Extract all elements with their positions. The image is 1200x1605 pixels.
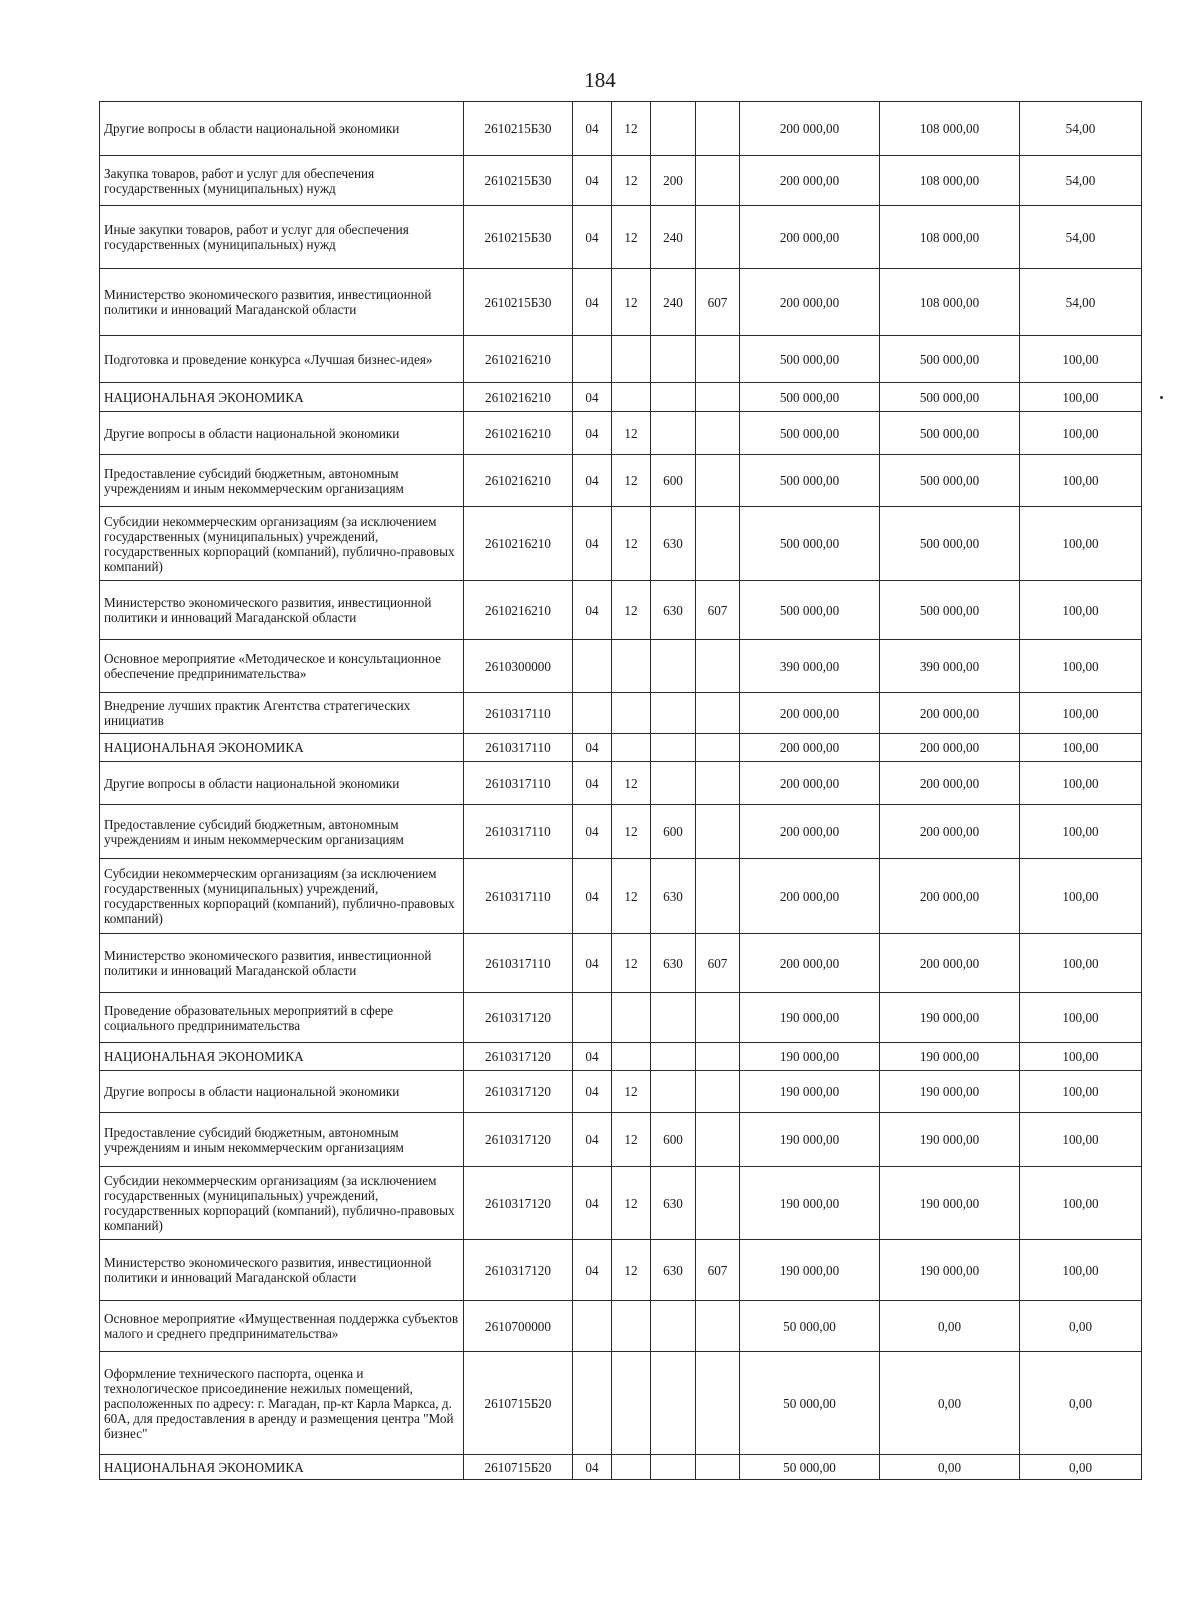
table-row [100, 507, 1142, 581]
section-code: 04 [573, 1043, 612, 1071]
expense-type-code: 630 [651, 859, 696, 934]
actual-amount: 190 000,00 [880, 1113, 1020, 1167]
actual-amount: 390 000,00 [880, 640, 1020, 693]
section-code [573, 693, 612, 734]
admin-code [696, 336, 740, 383]
planned-amount: 50 000,00 [740, 1352, 880, 1455]
planned-amount: 200 000,00 [740, 693, 880, 734]
section-code: 04 [573, 383, 612, 412]
section-code: 04 [573, 507, 612, 581]
table-row [100, 640, 1142, 693]
table-row [100, 102, 1142, 156]
actual-amount: 190 000,00 [880, 1071, 1020, 1113]
actual-amount: 500 000,00 [880, 383, 1020, 412]
expense-type-code [651, 412, 696, 455]
planned-amount: 190 000,00 [740, 993, 880, 1043]
subsection-code: 12 [612, 269, 651, 336]
target-code: 2610216210 [464, 412, 573, 455]
expense-type-code [651, 1043, 696, 1071]
admin-code [696, 762, 740, 805]
admin-code [696, 993, 740, 1043]
row-name: Проведение образовательных мероприятий в сфере социального предпринимательства [100, 993, 464, 1043]
subsection-code: 12 [612, 1113, 651, 1167]
execution-percent: 0,00 [1020, 1301, 1142, 1352]
actual-amount: 108 000,00 [880, 156, 1020, 206]
subsection-code [612, 1043, 651, 1071]
target-code: 2610317120 [464, 1071, 573, 1113]
actual-amount: 500 000,00 [880, 581, 1020, 640]
target-code: 2610215Б30 [464, 156, 573, 206]
row-name: Предоставление субсидий бюджетным, автономным учреждениям и иным некоммерческим организациям [100, 455, 464, 507]
row-name: Министерство экономического развития, инвестиционной политики и инноваций Магаданской области [100, 269, 464, 336]
subsection-code: 12 [612, 1240, 651, 1301]
section-code: 04 [573, 269, 612, 336]
expense-type-code: 600 [651, 1113, 696, 1167]
planned-amount: 190 000,00 [740, 1113, 880, 1167]
row-name: Оформление технического паспорта, оценка и технологическое присоединение нежилых помещений, расположенных по адресу: г. Магадан, пр-кт Карла Маркса, д. 60А, для предоставления в аренду и размещения центра "Мой бизнес" [100, 1352, 464, 1455]
execution-percent: 100,00 [1020, 1043, 1142, 1071]
table-body [100, 102, 1142, 1480]
admin-code [696, 1043, 740, 1071]
subsection-code: 12 [612, 507, 651, 581]
target-code: 2610216210 [464, 383, 573, 412]
execution-percent: 100,00 [1020, 581, 1142, 640]
row-name: Другие вопросы в области национальной экономики [100, 1071, 464, 1113]
table-row [100, 859, 1142, 934]
section-code: 04 [573, 455, 612, 507]
subsection-code: 12 [612, 934, 651, 993]
execution-percent: 100,00 [1020, 507, 1142, 581]
planned-amount: 200 000,00 [740, 859, 880, 934]
section-code: 04 [573, 1167, 612, 1240]
target-code: 2610317120 [464, 1240, 573, 1301]
expense-type-code: 200 [651, 156, 696, 206]
execution-percent: 100,00 [1020, 934, 1142, 993]
execution-percent: 100,00 [1020, 693, 1142, 734]
expense-type-code [651, 1352, 696, 1455]
admin-code: 607 [696, 269, 740, 336]
subsection-code: 12 [612, 206, 651, 269]
target-code: 2610317110 [464, 934, 573, 993]
admin-code [696, 383, 740, 412]
row-name: Другие вопросы в области национальной экономики [100, 762, 464, 805]
execution-percent: 100,00 [1020, 640, 1142, 693]
execution-percent: 100,00 [1020, 412, 1142, 455]
execution-percent: 100,00 [1020, 1071, 1142, 1113]
actual-amount: 200 000,00 [880, 734, 1020, 762]
section-code: 04 [573, 1071, 612, 1113]
target-code: 2610317120 [464, 1167, 573, 1240]
actual-amount: 500 000,00 [880, 336, 1020, 383]
expense-type-code: 630 [651, 1240, 696, 1301]
actual-amount: 200 000,00 [880, 934, 1020, 993]
section-code: 04 [573, 805, 612, 859]
section-code [573, 1352, 612, 1455]
admin-code: 607 [696, 1240, 740, 1301]
admin-code [696, 1113, 740, 1167]
execution-percent: 54,00 [1020, 269, 1142, 336]
actual-amount: 108 000,00 [880, 206, 1020, 269]
target-code: 2610317110 [464, 734, 573, 762]
expense-type-code: 240 [651, 269, 696, 336]
target-code: 2610216210 [464, 581, 573, 640]
expense-type-code [651, 102, 696, 156]
table-row [100, 934, 1142, 993]
row-name: Закупка товаров, работ и услуг для обеспечения государственных (муниципальных) нужд [100, 156, 464, 206]
planned-amount: 500 000,00 [740, 412, 880, 455]
expense-type-code [651, 383, 696, 412]
section-code: 04 [573, 1240, 612, 1301]
subsection-code: 12 [612, 762, 651, 805]
target-code: 2610216210 [464, 455, 573, 507]
table-row [100, 762, 1142, 805]
subsection-code: 12 [612, 805, 651, 859]
target-code: 2610715Б20 [464, 1352, 573, 1455]
target-code: 2610215Б30 [464, 102, 573, 156]
admin-code [696, 156, 740, 206]
table-row [100, 1352, 1142, 1455]
target-code: 2610715Б20 [464, 1455, 573, 1480]
section-code [573, 993, 612, 1043]
row-name: Субсидии некоммерческим организациям (за исключением государственных (муниципальных) учреждений, государственных корпораций (компаний), публично-правовых компаний) [100, 507, 464, 581]
expense-type-code [651, 1071, 696, 1113]
admin-code [696, 805, 740, 859]
subsection-code: 12 [612, 859, 651, 934]
expense-type-code: 600 [651, 805, 696, 859]
section-code [573, 336, 612, 383]
expense-type-code [651, 993, 696, 1043]
row-name: Министерство экономического развития, инвестиционной политики и инноваций Магаданской области [100, 581, 464, 640]
row-name: Субсидии некоммерческим организациям (за исключением государственных (муниципальных) учреждений, государственных корпораций (компаний), публично-правовых компаний) [100, 1167, 464, 1240]
admin-code [696, 1167, 740, 1240]
target-code: 2610700000 [464, 1301, 573, 1352]
target-code: 2610317110 [464, 693, 573, 734]
row-name: НАЦИОНАЛЬНАЯ ЭКОНОМИКА [100, 734, 464, 762]
execution-percent: 54,00 [1020, 206, 1142, 269]
row-name: Другие вопросы в области национальной экономики [100, 412, 464, 455]
admin-code [696, 102, 740, 156]
subsection-code [612, 993, 651, 1043]
planned-amount: 200 000,00 [740, 102, 880, 156]
section-code: 04 [573, 734, 612, 762]
scan-speck [1160, 396, 1163, 399]
row-name: НАЦИОНАЛЬНАЯ ЭКОНОМИКА [100, 1043, 464, 1071]
execution-percent: 100,00 [1020, 734, 1142, 762]
planned-amount: 200 000,00 [740, 269, 880, 336]
subsection-code [612, 640, 651, 693]
row-name: НАЦИОНАЛЬНАЯ ЭКОНОМИКА [100, 1455, 464, 1480]
target-code: 2610215Б30 [464, 269, 573, 336]
execution-percent: 100,00 [1020, 859, 1142, 934]
subsection-code: 12 [612, 412, 651, 455]
section-code: 04 [573, 859, 612, 934]
planned-amount: 500 000,00 [740, 383, 880, 412]
target-code: 2610317120 [464, 993, 573, 1043]
subsection-code [612, 1455, 651, 1480]
admin-code [696, 1455, 740, 1480]
execution-percent: 100,00 [1020, 1240, 1142, 1301]
table-row [100, 734, 1142, 762]
admin-code [696, 693, 740, 734]
planned-amount: 200 000,00 [740, 934, 880, 993]
execution-percent: 0,00 [1020, 1352, 1142, 1455]
target-code: 2610317110 [464, 859, 573, 934]
table-row [100, 269, 1142, 336]
admin-code [696, 206, 740, 269]
subsection-code: 12 [612, 455, 651, 507]
target-code: 2610317110 [464, 762, 573, 805]
expense-type-code: 630 [651, 1167, 696, 1240]
page-number: 184 [584, 68, 616, 92]
execution-percent: 0,00 [1020, 1455, 1142, 1480]
section-code: 04 [573, 102, 612, 156]
section-code [573, 1301, 612, 1352]
table-row [100, 455, 1142, 507]
actual-amount: 190 000,00 [880, 993, 1020, 1043]
table-row [100, 1071, 1142, 1113]
admin-code: 607 [696, 934, 740, 993]
expense-type-code [651, 762, 696, 805]
actual-amount: 500 000,00 [880, 507, 1020, 581]
actual-amount: 500 000,00 [880, 412, 1020, 455]
planned-amount: 500 000,00 [740, 455, 880, 507]
budget-table [99, 101, 1142, 1480]
subsection-code [612, 336, 651, 383]
actual-amount: 108 000,00 [880, 102, 1020, 156]
target-code: 2610216210 [464, 507, 573, 581]
subsection-code [612, 383, 651, 412]
section-code: 04 [573, 581, 612, 640]
execution-percent: 100,00 [1020, 762, 1142, 805]
planned-amount: 200 000,00 [740, 762, 880, 805]
planned-amount: 200 000,00 [740, 734, 880, 762]
admin-code [696, 1071, 740, 1113]
planned-amount: 190 000,00 [740, 1167, 880, 1240]
expense-type-code: 630 [651, 507, 696, 581]
planned-amount: 190 000,00 [740, 1071, 880, 1113]
planned-amount: 200 000,00 [740, 805, 880, 859]
expense-type-code: 600 [651, 455, 696, 507]
expense-type-code [651, 336, 696, 383]
table-row [100, 1113, 1142, 1167]
actual-amount: 190 000,00 [880, 1167, 1020, 1240]
row-name: НАЦИОНАЛЬНАЯ ЭКОНОМИКА [100, 383, 464, 412]
target-code: 2610317120 [464, 1043, 573, 1071]
actual-amount: 108 000,00 [880, 269, 1020, 336]
expense-type-code [651, 734, 696, 762]
planned-amount: 390 000,00 [740, 640, 880, 693]
expense-type-code [651, 693, 696, 734]
row-name: Предоставление субсидий бюджетным, автономным учреждениям и иным некоммерческим организациям [100, 805, 464, 859]
planned-amount: 50 000,00 [740, 1455, 880, 1480]
admin-code [696, 734, 740, 762]
admin-code [696, 1301, 740, 1352]
table-row [100, 336, 1142, 383]
subsection-code: 12 [612, 1167, 651, 1240]
table-row [100, 693, 1142, 734]
actual-amount: 190 000,00 [880, 1043, 1020, 1071]
execution-percent: 54,00 [1020, 156, 1142, 206]
subsection-code: 12 [612, 102, 651, 156]
planned-amount: 200 000,00 [740, 206, 880, 269]
table-row [100, 805, 1142, 859]
target-code: 2610317110 [464, 805, 573, 859]
table-row [100, 412, 1142, 455]
table-row [100, 1043, 1142, 1071]
actual-amount: 0,00 [880, 1455, 1020, 1480]
table-row [100, 1301, 1142, 1352]
target-code: 2610300000 [464, 640, 573, 693]
table-row [100, 1455, 1142, 1480]
table-row [100, 206, 1142, 269]
planned-amount: 500 000,00 [740, 581, 880, 640]
table-row [100, 383, 1142, 412]
section-code: 04 [573, 1455, 612, 1480]
planned-amount: 500 000,00 [740, 507, 880, 581]
table-row [100, 156, 1142, 206]
row-name: Основное мероприятие «Методическое и консультационное обеспечение предпринимательства» [100, 640, 464, 693]
row-name: Министерство экономического развития, инвестиционной политики и инноваций Магаданской области [100, 1240, 464, 1301]
target-code: 2610216210 [464, 336, 573, 383]
admin-code [696, 859, 740, 934]
execution-percent: 100,00 [1020, 383, 1142, 412]
admin-code [696, 507, 740, 581]
row-name: Иные закупки товаров, работ и услуг для обеспечения государственных (муниципальных) нужд [100, 206, 464, 269]
execution-percent: 100,00 [1020, 455, 1142, 507]
expense-type-code: 630 [651, 934, 696, 993]
execution-percent: 100,00 [1020, 336, 1142, 383]
actual-amount: 200 000,00 [880, 805, 1020, 859]
planned-amount: 190 000,00 [740, 1043, 880, 1071]
expense-type-code: 240 [651, 206, 696, 269]
planned-amount: 50 000,00 [740, 1301, 880, 1352]
execution-percent: 100,00 [1020, 805, 1142, 859]
row-name: Подготовка и проведение конкурса «Лучшая бизнес-идея» [100, 336, 464, 383]
actual-amount: 0,00 [880, 1301, 1020, 1352]
execution-percent: 54,00 [1020, 102, 1142, 156]
row-name: Основное мероприятие «Имущественная поддержка субъектов малого и среднего предпринимательства» [100, 1301, 464, 1352]
subsection-code [612, 1352, 651, 1455]
subsection-code: 12 [612, 1071, 651, 1113]
admin-code [696, 640, 740, 693]
admin-code: 607 [696, 581, 740, 640]
table-row [100, 993, 1142, 1043]
row-name: Министерство экономического развития, инвестиционной политики и инноваций Магаданской области [100, 934, 464, 993]
expense-type-code: 630 [651, 581, 696, 640]
section-code: 04 [573, 206, 612, 269]
subsection-code [612, 1301, 651, 1352]
row-name: Предоставление субсидий бюджетным, автономным учреждениям и иным некоммерческим организациям [100, 1113, 464, 1167]
planned-amount: 500 000,00 [740, 336, 880, 383]
actual-amount: 500 000,00 [880, 455, 1020, 507]
section-code: 04 [573, 1113, 612, 1167]
section-code: 04 [573, 156, 612, 206]
table-row [100, 581, 1142, 640]
expense-type-code [651, 640, 696, 693]
admin-code [696, 412, 740, 455]
execution-percent: 100,00 [1020, 1113, 1142, 1167]
row-name: Внедрение лучших практик Агентства стратегических инициатив [100, 693, 464, 734]
planned-amount: 200 000,00 [740, 156, 880, 206]
admin-code [696, 455, 740, 507]
execution-percent: 100,00 [1020, 1167, 1142, 1240]
subsection-code: 12 [612, 156, 651, 206]
execution-percent: 100,00 [1020, 993, 1142, 1043]
actual-amount: 200 000,00 [880, 859, 1020, 934]
target-code: 2610317120 [464, 1113, 573, 1167]
row-name: Другие вопросы в области национальной экономики [100, 102, 464, 156]
subsection-code: 12 [612, 581, 651, 640]
target-code: 2610215Б30 [464, 206, 573, 269]
table-row [100, 1240, 1142, 1301]
actual-amount: 190 000,00 [880, 1240, 1020, 1301]
section-code: 04 [573, 412, 612, 455]
section-code: 04 [573, 934, 612, 993]
row-name: Субсидии некоммерческим организациям (за исключением государственных (муниципальных) учреждений, государственных корпораций (компаний), публично-правовых компаний) [100, 859, 464, 934]
admin-code [696, 1352, 740, 1455]
subsection-code [612, 693, 651, 734]
actual-amount: 200 000,00 [880, 693, 1020, 734]
section-code [573, 640, 612, 693]
planned-amount: 190 000,00 [740, 1240, 880, 1301]
subsection-code [612, 734, 651, 762]
section-code: 04 [573, 762, 612, 805]
expense-type-code [651, 1455, 696, 1480]
actual-amount: 200 000,00 [880, 762, 1020, 805]
expense-type-code [651, 1301, 696, 1352]
table-row [100, 1167, 1142, 1240]
actual-amount: 0,00 [880, 1352, 1020, 1455]
